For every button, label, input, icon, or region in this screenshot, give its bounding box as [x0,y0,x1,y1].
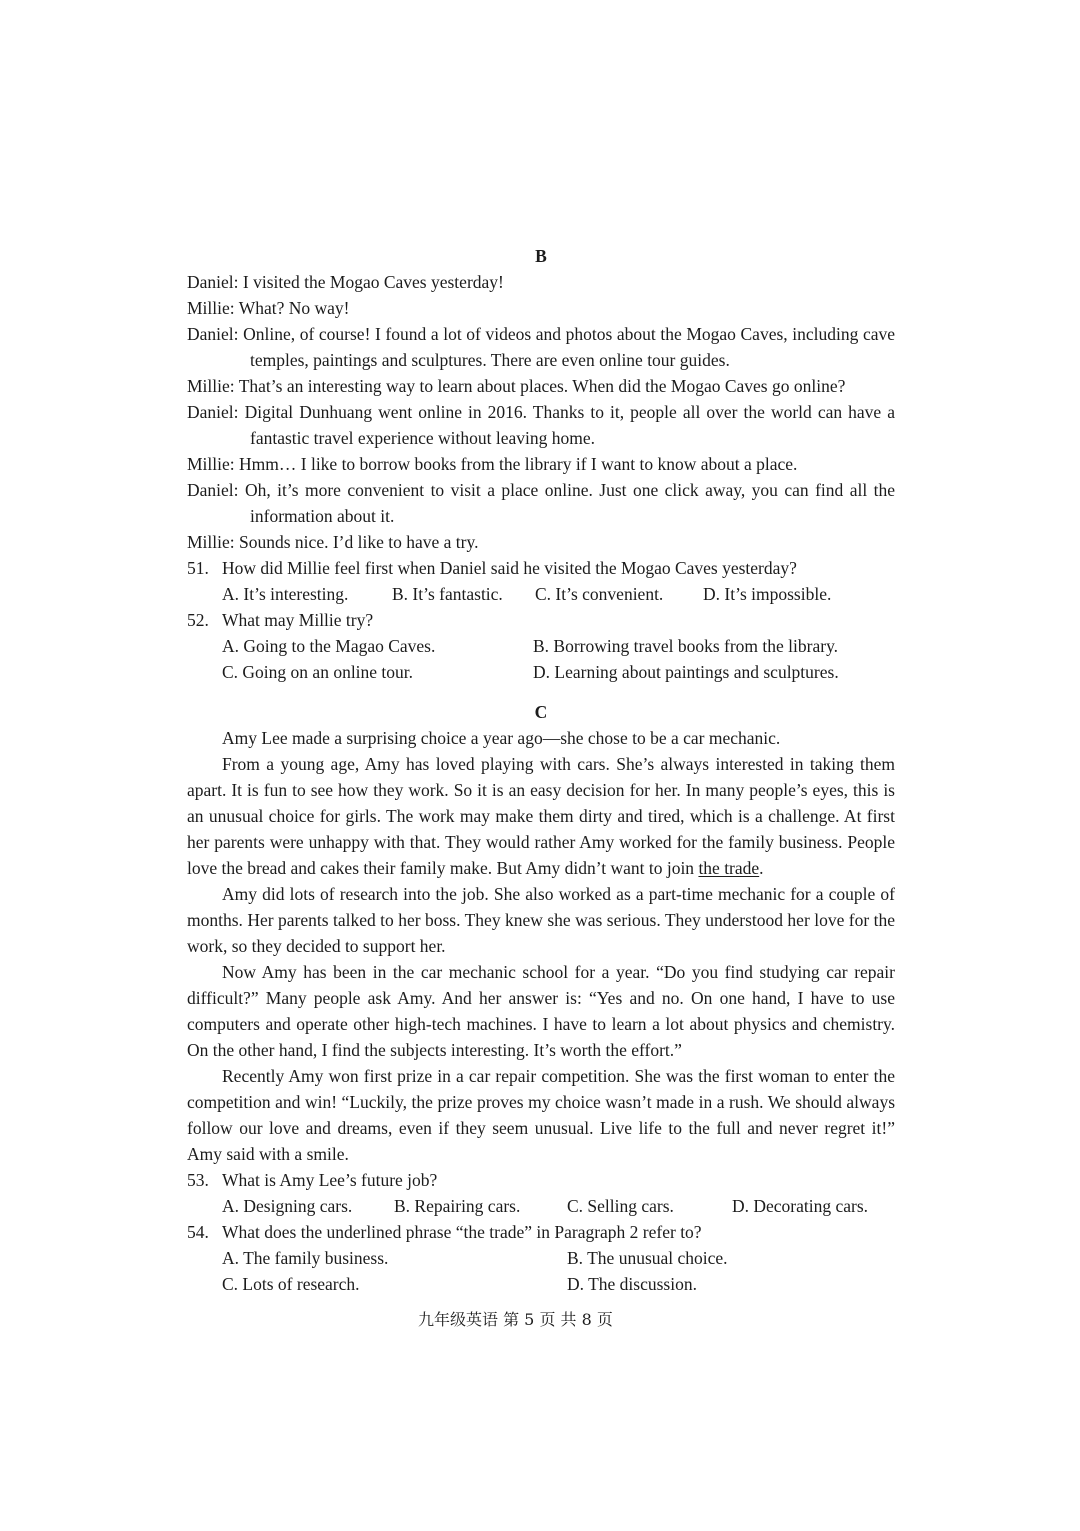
option-b: B. It’s fantastic. [392,584,503,604]
question-number: 52. [187,610,209,630]
question-53 [187,1167,895,1193]
question-number: 53. [187,1170,209,1190]
dialogue-line [187,269,895,295]
dialogue-line [187,477,895,529]
option-d: D. Decorating cars. [732,1196,869,1216]
dialogue-line [187,373,895,399]
section-b-heading: B [535,246,547,266]
question-stem: How did Millie feel first when Daniel said he visited the Mogao Caves yesterday? [222,558,797,578]
option-a: A. The family business. [222,1248,389,1268]
option-d: D. It’s impossible. [703,584,832,604]
question-52 [187,607,895,633]
question-51 [187,555,895,581]
passage-paragraph-3: Amy did lots of research into the job. She also worked as a part-time mechanic for a couple of months. Her parents talked to her boss. They knew she was serious. They understood her love for the work, so they decided to support her. [187,884,895,956]
option-a: A. Designing cars. [222,1196,353,1216]
dialogue-line [187,321,895,373]
question-stem: What is Amy Lee’s future job? [222,1170,438,1190]
dialogue-text: Digital Dunhuang went online in 2016. Thanks to it, people all over the world can have a fantastic travel experience without leaving home. [244,402,895,448]
dialogue-text: Sounds nice. I’d like to have a try. [239,532,479,552]
option-b: B. Repairing cars. [394,1196,521,1216]
question-54-options-row-2 [187,1271,895,1297]
question-number: 51. [187,558,209,578]
option-a: A. Going to the Magao Caves. [222,636,436,656]
dialogue-text: Online, of course! I found a lot of videos and photos about the Mogao Caves, including cave temples, paintings and sculptures. There are even online tour guides. [243,324,896,370]
option-b: B. The unusual choice. [567,1248,728,1268]
option-c: C. It’s convenient. [535,584,664,604]
option-c: C. Going on an online tour. [222,662,414,682]
option-d: D. Learning about paintings and sculptures. [533,662,839,682]
speaker-label: Daniel: [187,324,239,344]
dialogue-line [187,451,895,477]
speaker-label: Daniel: [187,402,239,422]
question-stem: What does the underlined phrase “the trade” in Paragraph 2 refer to? [222,1222,702,1242]
dialogue-text: Oh, it’s more convenient to visit a place online. Just one click away, you can find all the information about it. [244,480,896,526]
speaker-label: Millie: [187,532,235,552]
section-c-heading: C [534,702,548,722]
question-number: 54. [187,1222,209,1242]
speaker-label: Millie: [187,298,235,318]
paragraph-text: From a young age, Amy has loved playing with cars. She’s always interested in taking them apart. It is fun to see how they work. So it is an easy decision for her. In many people’s eyes, this is an unusual choice for girls. The work may make them dirty and tired, which is a challenge. At first her parents were unhappy with that. They would rather Amy worked for the family business. People love the bread and cakes their family make. But Amy didn’t want to join [187,754,895,878]
passage-paragraph-2 [187,751,895,881]
dialogue [187,269,895,555]
paragraph-text-end: . [759,858,764,878]
passage-paragraph-4: Now Amy has been in the car mechanic school for a year. “Do you find studying car repair difficult?” Many people ask Amy. And her answer is: “Yes and no. On one hand, I have to use computers and operate other high-tech machines. I have to learn a lot about physics and chemistry. On the other hand, I find the subjects interesting. It’s worth the effort.” [187,962,895,1060]
page-footer: 九年级英语 第 5 页 共 8 页 [418,1310,613,1329]
question-52-options-row-2 [187,659,895,685]
dialogue-line [187,529,895,555]
underlined-phrase: the trade [698,858,760,878]
speaker-label: Daniel: [187,480,239,500]
dialogue-text: That’s an interesting way to learn about places. When did the Mogao Caves go online? [238,376,846,396]
dialogue-text: Hmm… I like to borrow books from the library if I want to know about a place. [239,454,798,474]
speaker-label: Daniel: [187,272,239,292]
question-54-options-row-1 [187,1245,895,1271]
passage-paragraph-5: Recently Amy won first prize in a car repair competition. She was the first woman to enter the competition and win! “Luckily, the prize proves my choice wasn’t made in a rush. We should always follow our love and dreams, even if they seem unusual. Live life to the full and never regret it!” Amy said with a smile. [187,1066,895,1164]
option-a: A. It’s interesting. [222,584,349,604]
question-stem: What may Millie try? [222,610,374,630]
question-53-options [187,1193,895,1219]
dialogue-line [187,399,895,451]
dialogue-line [187,295,895,321]
option-c: C. Lots of research. [222,1274,360,1294]
passage-paragraph-1: Amy Lee made a surprising choice a year ago—she chose to be a car mechanic. [222,728,781,748]
page-content [187,243,895,1297]
dialogue-text: I visited the Mogao Caves yesterday! [242,272,504,292]
speaker-label: Millie: [187,376,235,396]
option-c: C. Selling cars. [567,1196,674,1216]
option-d: D. The discussion. [567,1274,697,1294]
speaker-label: Millie: [187,454,235,474]
option-b: B. Borrowing travel books from the library. [533,636,839,656]
dialogue-text: What? No way! [238,298,350,318]
question-51-options [187,581,895,607]
question-52-options-row-1 [187,633,895,659]
question-54 [187,1219,895,1245]
